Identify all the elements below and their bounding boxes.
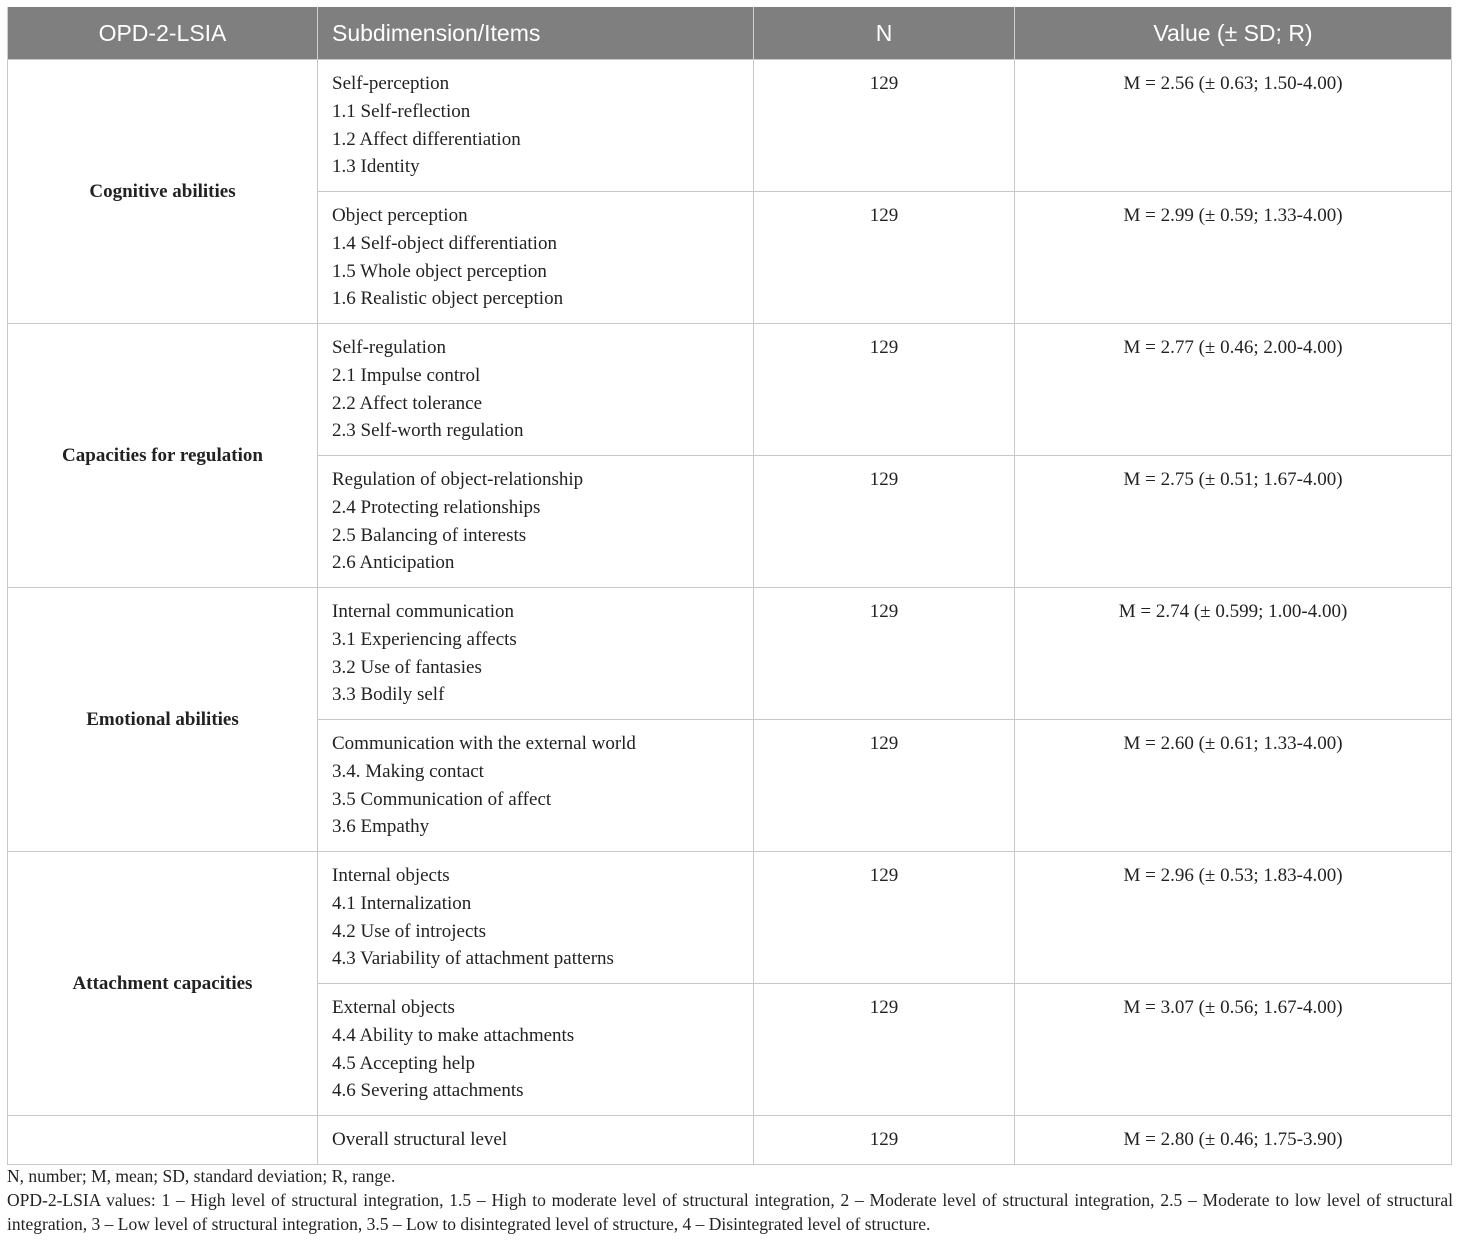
opd-results-table <box>7 7 1452 1165</box>
dimension-cognitive: Cognitive abilities <box>8 60 318 324</box>
subdimension-cell <box>318 588 754 720</box>
item-text: 3.2 Use of fantasies <box>332 656 482 678</box>
dimension-overall <box>8 1116 318 1165</box>
item-text: 4.6 Severing attachments <box>332 1080 524 1102</box>
subdimension-title: Communication with the external world <box>332 733 636 754</box>
dimension-regulation: Capacities for regulation <box>8 324 318 588</box>
subdimension-title: Regulation of object-relationship <box>332 469 584 490</box>
n-value: 129 <box>754 852 1015 984</box>
item-text: 2.5 Balancing of interests <box>332 524 527 546</box>
table-row <box>8 60 1452 192</box>
subdimension-title: Self-regulation <box>332 337 446 358</box>
item-text: 3.3 Bodily self <box>332 684 445 706</box>
subdimension-cell <box>318 60 754 192</box>
results-table-container <box>7 7 1451 1165</box>
subdimension-title: Internal communication <box>332 601 515 622</box>
stat-value: M = 2.96 (± 0.53; 1.83-4.00) <box>1015 852 1452 984</box>
n-value: 129 <box>754 192 1015 324</box>
subdimension-cell <box>318 984 754 1116</box>
table-footnote <box>7 1164 1453 1236</box>
header-subdimension: Subdimension/Items <box>318 7 754 60</box>
subdimension-title: Object perception <box>332 205 468 226</box>
header-opd: OPD-2-LSIA <box>8 7 318 60</box>
item-text: 4.3 Variability of attachment patterns <box>332 948 614 970</box>
item-text: 4.4 Ability to make attachments <box>332 1024 575 1046</box>
n-value: 129 <box>754 984 1015 1116</box>
table-header-row <box>8 7 1452 60</box>
item-text: 4.5 Accepting help <box>332 1052 475 1074</box>
stat-value: M = 2.80 (± 0.46; 1.75-3.90) <box>1015 1116 1452 1165</box>
item-text: 1.6 Realistic object perception <box>332 288 564 310</box>
item-text: 2.6 Anticipation <box>332 552 455 574</box>
stat-value: M = 2.74 (± 0.599; 1.00-4.00) <box>1015 588 1452 720</box>
header-n: N <box>754 7 1015 60</box>
subdimension-cell <box>318 720 754 852</box>
subdimension-cell <box>318 324 754 456</box>
stat-value: M = 2.56 (± 0.63; 1.50-4.00) <box>1015 60 1452 192</box>
footnote-abbreviations: N, number; M, mean; SD, standard deviation; R, range. <box>7 1166 396 1186</box>
subdimension-title: Self-perception <box>332 73 450 94</box>
item-text: 1.5 Whole object perception <box>332 260 547 282</box>
table-row <box>8 852 1452 984</box>
n-value: 129 <box>754 1116 1015 1165</box>
item-text: 3.4. Making contact <box>332 760 484 782</box>
n-value: 129 <box>754 720 1015 852</box>
n-value: 129 <box>754 588 1015 720</box>
n-value: 129 <box>754 60 1015 192</box>
item-text: 3.5 Communication of affect <box>332 788 552 810</box>
item-text: 1.2 Affect differentiation <box>332 128 521 150</box>
n-value: 129 <box>754 456 1015 588</box>
subdimension-cell <box>318 456 754 588</box>
dimension-emotional: Emotional abilities <box>8 588 318 852</box>
item-text: 1.4 Self-object differentiation <box>332 232 557 254</box>
subdimension-cell <box>318 192 754 324</box>
item-text: 3.6 Empathy <box>332 816 430 838</box>
stat-value: M = 2.75 (± 0.51; 1.67-4.00) <box>1015 456 1452 588</box>
item-text: 2.1 Impulse control <box>332 364 481 386</box>
subdimension-title: External objects <box>332 997 455 1018</box>
footnote-values: OPD-2-LSIA values: 1 – High level of structural integration, 1.5 – High to moderate level of structural integration, 2 – Moderate level of structural integration, 2.5 – Moderate to low level of structural integration, 3 – Low level of structural integration, 3.5 – Low to disintegrated level of structure, 4 – Disintegrated level of structure. <box>7 1190 1453 1234</box>
subdimension-cell <box>318 852 754 984</box>
table-row-overall <box>8 1116 1452 1165</box>
n-value: 129 <box>754 324 1015 456</box>
table-row <box>8 324 1452 456</box>
stat-value: M = 2.60 (± 0.61; 1.33-4.00) <box>1015 720 1452 852</box>
stat-value: M = 3.07 (± 0.56; 1.67-4.00) <box>1015 984 1452 1116</box>
item-text: 2.4 Protecting relationships <box>332 496 541 518</box>
item-text: 1.1 Self-reflection <box>332 100 471 122</box>
item-text: 3.1 Experiencing affects <box>332 628 517 650</box>
header-value: Value (± SD; R) <box>1015 7 1452 60</box>
subdimension-cell <box>318 1116 754 1165</box>
subdimension-title: Internal objects <box>332 865 450 886</box>
item-text: 2.2 Affect tolerance <box>332 392 482 414</box>
table-row <box>8 588 1452 720</box>
stat-value: M = 2.99 (± 0.59; 1.33-4.00) <box>1015 192 1452 324</box>
item-text: 1.3 Identity <box>332 156 420 178</box>
stat-value: M = 2.77 (± 0.46; 2.00-4.00) <box>1015 324 1452 456</box>
dimension-attachment: Attachment capacities <box>8 852 318 1116</box>
item-text: 4.1 Internalization <box>332 892 472 914</box>
subdimension-title: Overall structural level <box>332 1129 508 1150</box>
item-text: 4.2 Use of introjects <box>332 920 487 942</box>
item-text: 2.3 Self-worth regulation <box>332 420 524 442</box>
